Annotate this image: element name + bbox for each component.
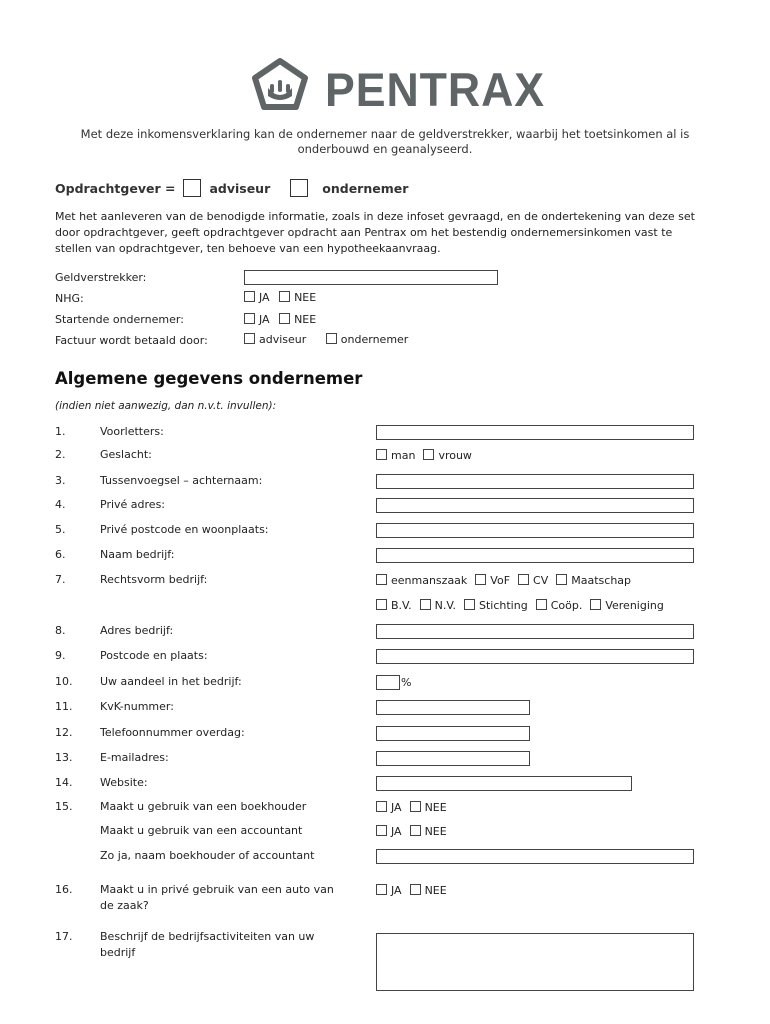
text-input[interactable] bbox=[376, 425, 694, 440]
row-label: Uw aandeel in het bedrijf: bbox=[100, 675, 242, 688]
option-group bbox=[376, 884, 455, 897]
adviseur-label: adviseur bbox=[209, 180, 271, 196]
text-input[interactable] bbox=[376, 776, 632, 791]
text-input[interactable] bbox=[376, 649, 694, 664]
option-group bbox=[376, 599, 672, 612]
row-number: 10. bbox=[55, 675, 73, 688]
row-number: 7. bbox=[55, 573, 66, 586]
opdrachtgever-row bbox=[55, 179, 408, 197]
checkbox[interactable] bbox=[376, 884, 387, 895]
checkbox[interactable] bbox=[410, 825, 421, 836]
row-label: Zo ja, naam boekhouder of accountant bbox=[100, 849, 315, 862]
text-input[interactable] bbox=[376, 523, 694, 538]
checkbox[interactable] bbox=[376, 825, 387, 836]
option-label: vrouw bbox=[438, 449, 472, 462]
row-label: KvK-nummer: bbox=[100, 700, 174, 713]
text-input[interactable] bbox=[376, 726, 530, 741]
row-number: 5. bbox=[55, 523, 66, 536]
checkbox[interactable] bbox=[410, 884, 421, 895]
row-label: Tussenvoegsel – achternaam: bbox=[100, 474, 263, 487]
row-label: Geslacht: bbox=[100, 448, 152, 461]
option-label: N.V. bbox=[434, 599, 456, 612]
row-number: 11. bbox=[55, 700, 73, 713]
checkbox[interactable] bbox=[556, 574, 567, 585]
option-label: VoF bbox=[490, 574, 511, 587]
row-number: 14. bbox=[55, 776, 73, 789]
text-input[interactable] bbox=[376, 700, 530, 715]
geldverstrekker-input[interactable] bbox=[244, 270, 498, 285]
percentage-input[interactable] bbox=[376, 675, 400, 690]
geldverstrekker-label: Geldverstrekker: bbox=[55, 271, 147, 284]
text-input[interactable] bbox=[376, 751, 530, 766]
row-label: E-mailadres: bbox=[100, 751, 169, 764]
section-title: Algemene gegevens ondernemer bbox=[55, 369, 363, 388]
ja-label: JA bbox=[259, 313, 270, 326]
checkbox[interactable] bbox=[475, 574, 486, 585]
option-group bbox=[376, 574, 639, 587]
row-label: Maakt u gebruik van een boekhouder bbox=[100, 800, 307, 813]
logo-wordmark: PENTRAX bbox=[325, 63, 546, 116]
option-label: Stichting bbox=[479, 599, 528, 612]
row-number: 3. bbox=[55, 474, 66, 487]
factuur-ondernemer-checkbox[interactable] bbox=[326, 333, 337, 344]
ondernemer-label: ondernemer bbox=[322, 180, 409, 196]
row-label: Postcode en plaats: bbox=[100, 649, 208, 662]
row-label: Beschrijf de bedrijfsactiviteiten van uw bedrijf bbox=[100, 930, 315, 959]
text-input[interactable] bbox=[376, 474, 694, 489]
row-number: 6. bbox=[55, 548, 66, 561]
option-group bbox=[376, 801, 455, 814]
checkbox[interactable] bbox=[376, 574, 387, 585]
text-input[interactable] bbox=[376, 548, 694, 563]
row-label: Maakt u in privé gebruik van een auto van de zaak? bbox=[100, 883, 334, 912]
row-label: Voorletters: bbox=[100, 425, 164, 438]
option-group bbox=[376, 449, 480, 462]
row-number: 12. bbox=[55, 726, 73, 739]
row-number: 4. bbox=[55, 498, 66, 511]
option-label: Vereniging bbox=[605, 599, 664, 612]
row-label: Privé postcode en woonplaats: bbox=[100, 523, 269, 536]
opdrachtgever-label: Opdrachtgever = bbox=[55, 180, 176, 196]
option-label: NEE bbox=[424, 884, 447, 897]
adviseur-label: adviseur bbox=[259, 333, 307, 346]
checkbox[interactable] bbox=[376, 599, 387, 610]
checkbox[interactable] bbox=[536, 599, 547, 610]
row-label: Rechtsvorm bedrijf: bbox=[100, 573, 208, 586]
startende-nee-checkbox[interactable] bbox=[279, 313, 290, 324]
row-number: 2. bbox=[55, 448, 66, 461]
text-input[interactable] bbox=[376, 849, 694, 864]
pentrax-logo-icon bbox=[252, 58, 308, 110]
row-label: Website: bbox=[100, 776, 148, 789]
option-label: eenmanszaak bbox=[391, 574, 468, 587]
nhg-label: NHG: bbox=[55, 292, 84, 305]
checkbox[interactable] bbox=[464, 599, 475, 610]
ondernemer-checkbox[interactable] bbox=[290, 179, 308, 197]
checkbox[interactable] bbox=[410, 801, 421, 812]
text-input[interactable] bbox=[376, 498, 694, 513]
option-label: JA bbox=[391, 884, 402, 897]
row-number: 15. bbox=[55, 800, 73, 813]
ondernemer-label: ondernemer bbox=[340, 333, 409, 346]
row-number: 17. bbox=[55, 930, 73, 943]
option-group bbox=[376, 825, 455, 838]
section-subtitle: (indien niet aanwezig, dan n.v.t. invullen): bbox=[55, 400, 277, 412]
row-number: 9. bbox=[55, 649, 66, 662]
option-label: B.V. bbox=[391, 599, 412, 612]
row-label: Maakt u gebruik van een accountant bbox=[100, 824, 303, 837]
checkbox[interactable] bbox=[376, 449, 387, 460]
row-label: Naam bedrijf: bbox=[100, 548, 175, 561]
row-number: 1. bbox=[55, 425, 66, 438]
nhg-nee-checkbox[interactable] bbox=[279, 291, 290, 302]
option-label: Coöp. bbox=[550, 599, 583, 612]
startende-ja-checkbox[interactable] bbox=[244, 313, 255, 324]
checkbox[interactable] bbox=[376, 801, 387, 812]
intro-text: Met deze inkomensverklaring kan de ondernemer naar de geldverstrekker, waarbij het toetsinkomen al is onderbouwd en geanalyseerd. bbox=[80, 127, 690, 156]
factuur-adviseur-checkbox[interactable] bbox=[244, 333, 255, 344]
text-input[interactable] bbox=[376, 624, 694, 639]
checkbox[interactable] bbox=[518, 574, 529, 585]
row-label: Telefoonnummer overdag: bbox=[100, 726, 245, 739]
adviseur-checkbox[interactable] bbox=[183, 179, 201, 197]
nhg-ja-checkbox[interactable] bbox=[244, 291, 255, 302]
ja-label: JA bbox=[259, 291, 270, 304]
option-label: man bbox=[391, 449, 416, 462]
row-number: 16. bbox=[55, 883, 73, 896]
nee-label: NEE bbox=[294, 291, 317, 304]
row-number: 13. bbox=[55, 751, 73, 764]
checkbox[interactable] bbox=[423, 449, 434, 460]
row-number: 8. bbox=[55, 624, 66, 637]
option-label: JA bbox=[391, 801, 402, 814]
startende-label: Startende ondernemer: bbox=[55, 313, 184, 326]
option-label: NEE bbox=[424, 825, 447, 838]
option-label: Maatschap bbox=[571, 574, 632, 587]
option-label: CV bbox=[533, 574, 549, 587]
option-label: NEE bbox=[424, 801, 447, 814]
row-label: Adres bedrijf: bbox=[100, 624, 174, 637]
checkbox[interactable] bbox=[420, 599, 431, 610]
row-label: Privé adres: bbox=[100, 498, 166, 511]
nee-label: NEE bbox=[294, 313, 317, 326]
textarea[interactable] bbox=[376, 933, 694, 991]
instruction-paragraph: Met het aanleveren van de benodigde informatie, zoals in deze infoset gevraagd, en de ondertekening van deze set door opdrachtgever, geeft opdrachtgever opdracht aan Pentrax om het bestendig ondernemersinkomen vast te stellen van opdrachtgever, ten behoeve van een hypotheekaanvraag. bbox=[55, 210, 695, 255]
option-label: JA bbox=[391, 825, 402, 838]
percent-sign: % bbox=[401, 676, 412, 689]
factuur-label: Factuur wordt betaald door: bbox=[55, 334, 208, 347]
checkbox[interactable] bbox=[590, 599, 601, 610]
